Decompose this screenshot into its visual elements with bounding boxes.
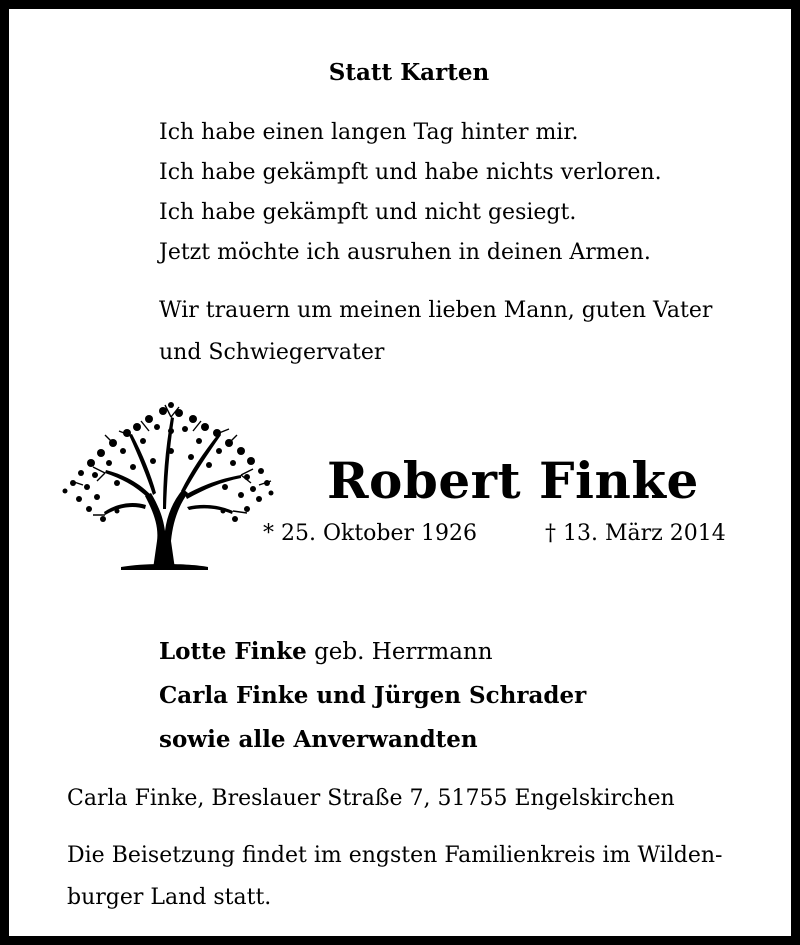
poem-line: Ich habe gekämpft und habe nichts verloren. [159, 160, 662, 185]
poem-line: Ich habe einen langen Tag hinter mir. [159, 120, 579, 145]
intro-line: Wir trauern um meinen lieben Mann, guten Vater [159, 298, 713, 323]
address: Carla Finke, Breslauer Straße 7, 51755 Engelskirchen [67, 786, 675, 811]
tree-icon [53, 391, 275, 571]
mourner-name: Lotte Finke [159, 638, 307, 665]
heading: Statt Karten [328, 59, 490, 86]
notice-line: Die Beisetzung findet im engsten Familienkreis im Wilden- [67, 843, 723, 868]
poem-line: Ich habe gekämpft und nicht gesiegt. [159, 200, 577, 225]
mourners [159, 630, 586, 762]
intro-line: und Schwiegervater [159, 340, 385, 365]
funeral-notice [67, 835, 722, 919]
mourner-line [159, 630, 586, 674]
notice-line: burger Land statt. [67, 885, 272, 910]
mourner-maiden-name: geb. Herrmann [306, 639, 493, 665]
death-date: † 13. März 2014 [545, 521, 726, 546]
mourner-line: sowie alle Anverwandten [159, 726, 478, 753]
poem-line: Jetzt möchte ich ausruhen in deinen Armen. [159, 240, 651, 265]
intro-text [159, 290, 712, 374]
deceased-name: Robert Finke [327, 451, 699, 510]
birth-date: * 25. Oktober 1926 [263, 521, 478, 546]
poem [159, 113, 662, 273]
mourner-line: Carla Finke und Jürgen Schrader [159, 682, 587, 709]
